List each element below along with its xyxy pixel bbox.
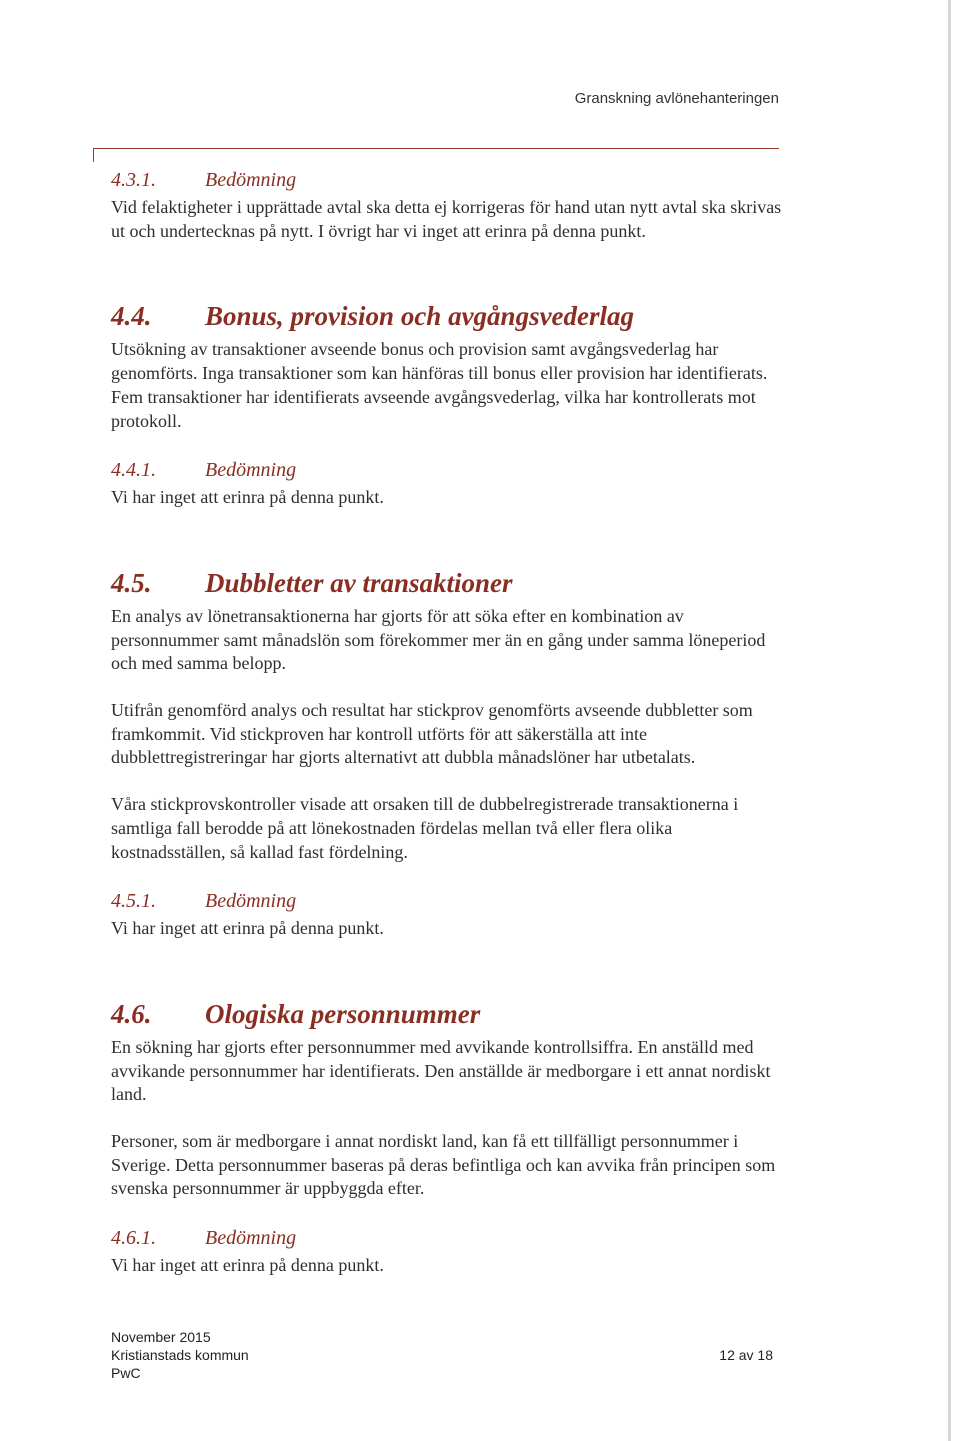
subheading-4-5-1 xyxy=(111,887,791,915)
paragraph: En sökning har gjorts efter personnummer med avvikande kontrollsiffra. En anställd med avvikande personnummer har identifierats. Den anställde är medborgare i ett annat nordiskt land. xyxy=(111,1036,771,1105)
section-number: 4.6. xyxy=(111,998,152,1029)
section-number: 4.4.1. xyxy=(111,459,156,482)
subheading-4-4-1 xyxy=(111,456,791,484)
footer-firm: PwC xyxy=(111,1365,141,1381)
page-number: 12 av 18 xyxy=(719,1347,773,1363)
paragraph: Vid felaktigheter i upprättade avtal ska detta ej korrigeras för hand utan nytt avtal ska skrivas ut och undertecknas på nytt. I övrigt har vi inget att erinra på denna punkt. xyxy=(111,197,782,241)
document-body xyxy=(111,166,791,1278)
heading-4-4 xyxy=(111,298,791,334)
page-edge-line xyxy=(948,0,951,1441)
section-number: 4.5.1. xyxy=(111,890,156,913)
paragraph: Utsökning av transaktioner avseende bonus och provision samt avgångsvederlag har genomförts. Inga transaktioner som kan hänföras till bonus eller provision har identifierats. Fem transaktioner har identifierats avseende avgångsvederlag, vilka har kontrollerats mot protokoll. xyxy=(111,339,768,431)
paragraph: Vi har inget att erinra på denna punkt. xyxy=(111,1255,384,1276)
header-rule xyxy=(93,148,779,149)
section-number: 4.6.1. xyxy=(111,1227,156,1250)
section-number: 4.3.1. xyxy=(111,169,156,191)
footer-organization: Kristianstads kommun xyxy=(111,1347,249,1363)
running-header: Granskning avlönehanteringen xyxy=(574,90,779,107)
paragraph: Utifrån genomförd analys och resultat har stickprov genomförts avseende dubbletter som framkommit. Vid stickproven har kontroll utförts för att säkerställa att inte dubblettregistreringar har gjorts alternativt att dubbla månadslöner har utbetalats. xyxy=(111,700,753,768)
section-title: Dubbletter av transaktioner xyxy=(205,567,513,598)
section-number: 4.4. xyxy=(111,301,152,332)
paragraph: En analys av lönetransaktionerna har gjorts för att söka efter en kombination av personnummer samt månadslön som förekommer mer än en gång under samma löneperiod och med samma belopp. xyxy=(111,605,766,674)
paragraph: Vi har inget att erinra på denna punkt. xyxy=(111,487,384,508)
heading-4-5 xyxy=(111,565,791,601)
footer-date: November 2015 xyxy=(111,1329,211,1345)
paragraph: Våra stickprovskontroller visade att orsaken till de dubbelregistrerade transaktionerna i samtliga fall berodde på att lönekostnaden fördelas mellan två eller flera olika kostnadsställen, så kallad fast fördelning. xyxy=(111,794,739,862)
section-title: Bedömning xyxy=(205,1227,297,1250)
section-number: 4.5. xyxy=(111,567,152,598)
subheading-4-6-1 xyxy=(111,1224,791,1252)
header-rule-tick xyxy=(93,148,94,162)
paragraph: Personer, som är medborgare i annat nordiskt land, kan få ett tillfälligt personnummer i Sverige. Detta personnummer baseras på deras befintliga och kan avvika från principen som svenska personnummer är uppbyggda efter. xyxy=(111,1131,776,1199)
subheading-4-3-1 xyxy=(111,166,791,194)
section-title: Bedömning xyxy=(205,890,297,913)
section-title: Bedömning xyxy=(205,459,297,482)
section-title: Ologiska personnummer xyxy=(205,998,481,1029)
page-footer xyxy=(111,1328,773,1382)
section-title: Bedömning xyxy=(205,169,297,191)
heading-4-6 xyxy=(111,996,791,1032)
paragraph: Vi har inget att erinra på denna punkt. xyxy=(111,918,384,939)
section-title: Bonus, provision och avgångsvederlag xyxy=(205,301,635,332)
